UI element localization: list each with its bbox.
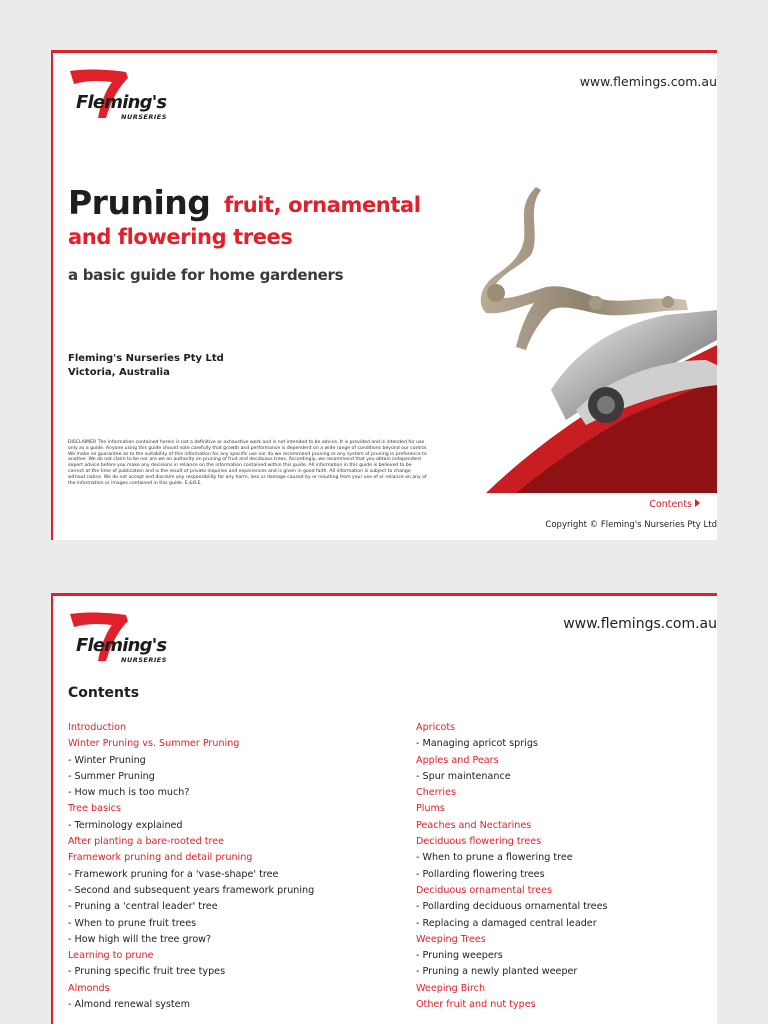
top-red-rule [51, 593, 717, 596]
toc-section-winter-pruning-vs-summer-pruning[interactable]: Winter Pruning vs. Summer Pruning [68, 738, 240, 750]
toc-item-how-high-will-the-tree-grow: - How high will the tree grow? [68, 933, 212, 945]
copyright: Copyright © Fleming's Nurseries Pty Ltd [545, 520, 717, 530]
toc-section-deciduous-flowering-trees[interactable]: Deciduous flowering trees [416, 836, 542, 848]
toc-section-almonds[interactable]: Almonds [68, 982, 110, 994]
company-name: Fleming's Nurseries Pty Ltd [68, 353, 224, 364]
logo-subtext: NURSERIES [121, 113, 167, 121]
website-url[interactable]: www.flemings.com.au [563, 616, 717, 632]
toc-item-replacing-a-damaged-central-leader: - Replacing a damaged central leader [416, 917, 597, 929]
toc-item-when-to-prune-fruit-trees: - When to prune fruit trees [68, 917, 197, 929]
toc-item-pruning-weepers: - Pruning weepers [416, 950, 503, 962]
toc-item-almond-renewal-system: - Almond renewal system [68, 999, 190, 1011]
cover-page [51, 50, 717, 540]
toc-section-cherries[interactable]: Cherries [416, 787, 456, 799]
pruning-shears-photo [456, 175, 717, 493]
website-url[interactable]: www.flemings.com.au [579, 74, 717, 89]
toc-section-weeping-birch[interactable]: Weeping Birch [416, 982, 486, 994]
logo-wordmark: Fleming's [76, 635, 167, 656]
toc-item-pollarding-flowering-trees: - Pollarding flowering trees [416, 868, 545, 880]
subtitle: a basic guide for home gardeners [68, 266, 344, 284]
toc-item-second-and-subsequent-years-framework-pruning: - Second and subsequent years framework pruning [68, 884, 315, 896]
title-main: Pruning [68, 183, 211, 222]
contents-page [51, 593, 717, 1024]
toc-section-apricots[interactable]: Apricots [416, 722, 456, 733]
toc-item-pruning-a-newly-planted-weeper: - Pruning a newly planted weeper [416, 966, 578, 978]
toc-section-plums[interactable]: Plums [416, 803, 445, 815]
toc-item-summer-pruning: - Summer Pruning [68, 770, 155, 782]
toc-section-weeping-trees[interactable]: Weeping Trees [416, 933, 486, 945]
title-red-line2: and flowering trees [68, 225, 293, 249]
toc-right-column [416, 720, 607, 1013]
contents-heading: Contents [68, 685, 140, 701]
toc-section-introduction[interactable]: Introduction [68, 722, 127, 733]
toc-item-spur-maintenance: - Spur maintenance [416, 770, 511, 782]
logo-subtext: NURSERIES [121, 656, 167, 664]
toc-section-tree-basics[interactable]: Tree basics [68, 803, 121, 815]
toc-section-learning-to-prune[interactable]: Learning to prune [68, 950, 154, 962]
company-info [68, 352, 224, 380]
left-red-rule [51, 593, 53, 1024]
left-red-rule [51, 50, 53, 540]
contents-link[interactable] [649, 499, 700, 510]
toc-item-terminology-explained: - Terminology explained [68, 819, 183, 831]
toc-item-pruning-a-central-leader-tree: - Pruning a 'central leader' tree [68, 901, 218, 913]
toc-section-framework-pruning-and-detail-pruning[interactable]: Framework pruning and detail pruning [68, 852, 253, 864]
company-location: Victoria, Australia [68, 367, 170, 378]
toc-left-column [68, 720, 314, 1013]
disclaimer-text: DISCLAIMER The information contained herein is not a definitive or exhaustive work and is not intended to be advice. It is provided and is intended for use only as a guide. Anyone using this guide should note carefully that growth and performance is dependent on a wide range of conditions beyond our control. We make no guarantee as to the suitability of this information for any specific use nor do we recommend pruning or any system of pruning in preference to another. We do not claim to be nor are we an authority on pruning of fruit and deciduous trees. Accordingly, we recommend that you obtain independent expert advice before you make any decisions in reliance on the information contained within this guide. All information in this guide is believed to be correct at the time of publication and is the result of private inquiries and experiences and is given in good faith. All information is subject to change without notice. We do not accept and disclaim any responsibility for any harm, loss or damage caused by or resulting from your use of or reliance on any of the information or images contained in this guide. E.&O.E. [68, 440, 428, 486]
top-red-rule [51, 50, 717, 53]
toc-item-framework-pruning-for-a-vase-shape-tree: - Framework pruning for a 'vase-shape' tree [68, 868, 279, 880]
toc-section-peaches-and-nectarines[interactable]: Peaches and Nectarines [416, 819, 532, 831]
toc-section-other-fruit-and-nut-types[interactable]: Other fruit and nut types [416, 999, 536, 1011]
arrow-right-icon [695, 499, 700, 507]
flemings-logo [68, 68, 178, 126]
toc-item-pruning-specific-fruit-tree-types: - Pruning specific fruit tree types [68, 966, 226, 978]
toc-item-when-to-prune-a-flowering-tree: - When to prune a flowering tree [416, 852, 573, 864]
flemings-logo [68, 611, 178, 669]
toc-section-deciduous-ornamental-trees[interactable]: Deciduous ornamental trees [416, 884, 552, 896]
toc-item-winter-pruning: - Winter Pruning [68, 754, 146, 766]
toc-item-how-much-is-too-much: - How much is too much? [68, 787, 190, 799]
toc-item-pollarding-deciduous-ornamental-trees: - Pollarding deciduous ornamental trees [416, 901, 608, 913]
toc-section-after-planting-a-bare-rooted-tree[interactable]: After planting a bare-rooted tree [68, 836, 225, 848]
toc-section-apples-and-pears[interactable]: Apples and Pears [416, 754, 499, 766]
contents-link-label[interactable]: Contents [649, 499, 692, 510]
logo-wordmark: Fleming's [76, 92, 167, 113]
title-red-line1: fruit, ornamental [224, 193, 421, 217]
toc-item-managing-apricot-sprigs: - Managing apricot sprigs [416, 738, 538, 750]
